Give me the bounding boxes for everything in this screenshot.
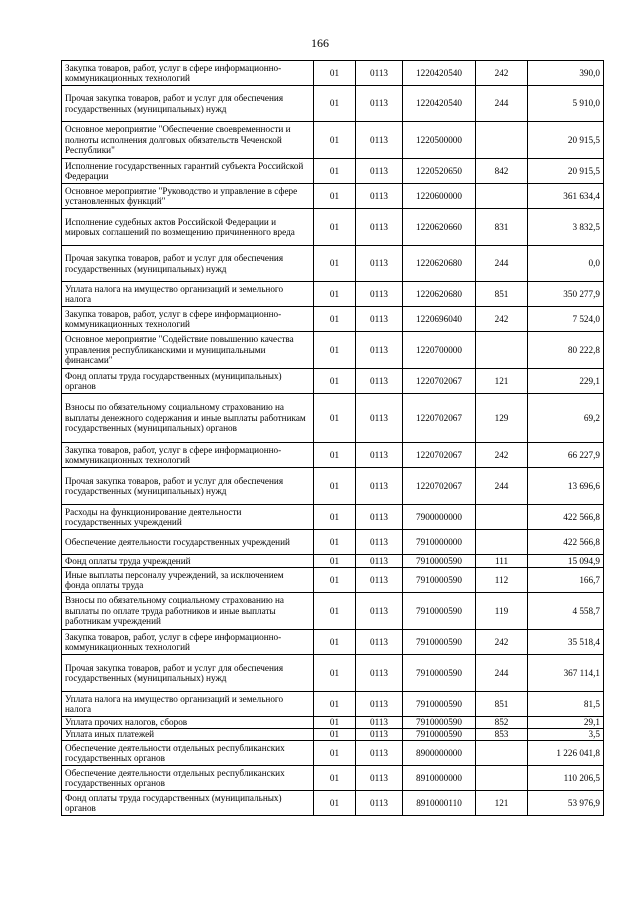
table-row [62,369,604,394]
table-row [62,729,604,741]
row-target-article: 1220420540 [403,61,476,86]
row-section: 01 [314,555,356,568]
row-name: Обеспечение деятельности отдельных республиканских государственных органов [62,766,314,791]
row-amount: 367 114,1 [528,655,604,692]
row-name: Закупка товаров, работ, услуг в сфере информационно-коммуникационных технологий [62,61,314,86]
table-row [62,468,604,505]
row-section: 01 [314,717,356,729]
table-row [62,122,604,159]
row-target-article: 7910000590 [403,729,476,741]
row-target-article: 8910000000 [403,766,476,791]
row-target-article: 1220620660 [403,209,476,246]
row-target-article: 7910000590 [403,692,476,717]
row-expense-type: 121 [476,369,528,394]
table-row [62,61,604,86]
row-name: Исполнение государственных гарантий субъекта Российской Федерации [62,159,314,184]
row-target-article: 7910000000 [403,530,476,555]
row-amount: 361 634,4 [528,184,604,209]
row-name: Взносы по обязательному социальному страхованию на выплаты по оплате труда работников и иные выплаты работникам учреждений [62,593,314,630]
row-name: Прочая закупка товаров, работ и услуг для обеспечения государственных (муниципальных) нужд [62,86,314,122]
row-target-article: 7910000590 [403,630,476,655]
row-target-article: 1220702067 [403,443,476,468]
row-target-article: 1220696040 [403,307,476,332]
row-expense-type [476,505,528,530]
row-expense-type: 244 [476,468,528,505]
table-row [62,246,604,282]
row-expense-type [476,332,528,369]
row-section: 01 [314,159,356,184]
row-name: Основное мероприятие "Руководство и управление в сфере установленных функций" [62,184,314,209]
table-row [62,332,604,369]
table-row [62,307,604,332]
row-name: Закупка товаров, работ, услуг в сфере информационно-коммуникационных технологий [62,443,314,468]
row-amount: 20 915,5 [528,122,604,159]
row-amount: 390,0 [528,61,604,86]
row-target-article: 7900000000 [403,505,476,530]
row-expense-type: 853 [476,729,528,741]
row-section: 01 [314,122,356,159]
row-expense-type: 842 [476,159,528,184]
row-expense-type: 119 [476,593,528,630]
row-name: Обеспечение деятельности государственных учреждений [62,530,314,555]
row-target-article: 1220500000 [403,122,476,159]
row-name: Фонд оплаты труда государственных (муниципальных) органов [62,369,314,394]
row-subsection: 0113 [356,717,403,729]
row-amount: 3 832,5 [528,209,604,246]
row-target-article: 1220700000 [403,332,476,369]
table-row [62,209,604,246]
row-subsection: 0113 [356,766,403,791]
row-name: Закупка товаров, работ, услуг в сфере информационно-коммуникационных технологий [62,307,314,332]
row-section: 01 [314,61,356,86]
row-section: 01 [314,282,356,307]
row-expense-type: 242 [476,307,528,332]
row-expense-type: 242 [476,630,528,655]
table-row [62,791,604,816]
row-name: Фонд оплаты труда государственных (муниципальных) органов [62,791,314,816]
row-subsection: 0113 [356,655,403,692]
page-number: 166 [311,36,329,50]
row-name: Закупка товаров, работ, услуг в сфере информационно-коммуникационных технологий [62,630,314,655]
row-subsection: 0113 [356,159,403,184]
row-target-article: 7910000590 [403,655,476,692]
table-row [62,593,604,630]
row-amount: 20 915,5 [528,159,604,184]
row-expense-type [476,184,528,209]
row-expense-type: 242 [476,443,528,468]
row-name: Прочая закупка товаров, работ и услуг для обеспечения государственных (муниципальных) нужд [62,655,314,692]
row-amount: 5 910,0 [528,86,604,122]
row-amount: 29,1 [528,717,604,729]
table-row [62,86,604,122]
row-section: 01 [314,332,356,369]
row-section: 01 [314,530,356,555]
row-name: Исполнение судебных актов Российской Федерации и мировых соглашений по возмещению причиненного вреда [62,209,314,246]
table-row [62,555,604,568]
row-subsection: 0113 [356,530,403,555]
row-target-article: 8900000000 [403,741,476,766]
row-target-article: 1220702067 [403,369,476,394]
row-target-article: 7910000590 [403,593,476,630]
row-expense-type: 111 [476,555,528,568]
row-subsection: 0113 [356,307,403,332]
row-target-article: 8910000110 [403,791,476,816]
row-subsection: 0113 [356,593,403,630]
row-subsection: 0113 [356,122,403,159]
table-row [62,630,604,655]
row-subsection: 0113 [356,568,403,593]
row-expense-type: 244 [476,86,528,122]
row-target-article: 1220620680 [403,246,476,282]
row-name: Уплата налога на имущество организаций и земельного налога [62,282,314,307]
row-section: 01 [314,593,356,630]
row-section: 01 [314,791,356,816]
row-amount: 0,0 [528,246,604,282]
row-target-article: 1220600000 [403,184,476,209]
row-subsection: 0113 [356,505,403,530]
budget-table-body [62,61,604,816]
row-subsection: 0113 [356,468,403,505]
table-row [62,505,604,530]
row-subsection: 0113 [356,332,403,369]
row-name: Уплата налога на имущество организаций и земельного налога [62,692,314,717]
row-section: 01 [314,394,356,443]
row-section: 01 [314,630,356,655]
row-amount: 80 222,8 [528,332,604,369]
row-amount: 7 524,0 [528,307,604,332]
row-expense-type: 851 [476,692,528,717]
row-amount: 229,1 [528,369,604,394]
table-row [62,159,604,184]
row-amount: 66 227,9 [528,443,604,468]
row-name: Обеспечение деятельности отдельных республиканских государственных органов [62,741,314,766]
row-name: Основное мероприятие "Обеспечение своевременности и полноты исполнения долговых обязательств Чеченской Республики" [62,122,314,159]
table-row [62,717,604,729]
row-target-article: 7910000590 [403,717,476,729]
table-row [62,655,604,692]
row-subsection: 0113 [356,555,403,568]
row-subsection: 0113 [356,443,403,468]
row-expense-type: 129 [476,394,528,443]
row-subsection: 0113 [356,791,403,816]
row-name: Прочая закупка товаров, работ и услуг для обеспечения государственных (муниципальных) нужд [62,246,314,282]
table-row [62,282,604,307]
table-row [62,394,604,443]
row-name: Фонд оплаты труда учреждений [62,555,314,568]
row-expense-type: 112 [476,568,528,593]
row-section: 01 [314,86,356,122]
row-amount: 422 566,8 [528,505,604,530]
row-expense-type [476,530,528,555]
table-row [62,184,604,209]
row-target-article: 1220520650 [403,159,476,184]
row-target-article: 1220420540 [403,86,476,122]
row-name: Прочая закупка товаров, работ и услуг для обеспечения государственных (муниципальных) нужд [62,468,314,505]
row-name: Расходы на функционирование деятельности государственных учреждений [62,505,314,530]
row-section: 01 [314,307,356,332]
table-row [62,443,604,468]
table-row [62,692,604,717]
row-amount: 110 206,5 [528,766,604,791]
row-target-article: 7910000590 [403,568,476,593]
row-section: 01 [314,443,356,468]
row-amount: 81,5 [528,692,604,717]
row-section: 01 [314,729,356,741]
row-name: Уплата прочих налогов, сборов [62,717,314,729]
row-expense-type: 244 [476,655,528,692]
row-amount: 4 558,7 [528,593,604,630]
row-target-article: 7910000590 [403,555,476,568]
table-row [62,741,604,766]
row-expense-type [476,122,528,159]
row-amount: 35 518,4 [528,630,604,655]
row-subsection: 0113 [356,61,403,86]
row-section: 01 [314,741,356,766]
row-subsection: 0113 [356,86,403,122]
table-row [62,766,604,791]
row-expense-type: 831 [476,209,528,246]
table-row [62,568,604,593]
row-expense-type: 242 [476,61,528,86]
row-amount: 3,5 [528,729,604,741]
row-amount: 1 226 041,8 [528,741,604,766]
row-section: 01 [314,766,356,791]
row-section: 01 [314,246,356,282]
row-name: Иные выплаты персоналу учреждений, за исключением фонда оплаты труда [62,568,314,593]
row-section: 01 [314,184,356,209]
row-subsection: 0113 [356,692,403,717]
row-target-article: 1220620680 [403,282,476,307]
row-subsection: 0113 [356,282,403,307]
row-expense-type [476,741,528,766]
row-expense-type: 244 [476,246,528,282]
row-subsection: 0113 [356,729,403,741]
row-subsection: 0113 [356,369,403,394]
row-amount: 15 094,9 [528,555,604,568]
row-subsection: 0113 [356,741,403,766]
row-subsection: 0113 [356,184,403,209]
table-row [62,530,604,555]
row-section: 01 [314,505,356,530]
row-amount: 422 566,8 [528,530,604,555]
budget-table [61,60,604,816]
row-name: Взносы по обязательному социальному страхованию на выплаты денежного содержания и иные выплаты работникам государственных (муниципальных) органов [62,394,314,443]
row-section: 01 [314,369,356,394]
row-section: 01 [314,692,356,717]
row-expense-type: 851 [476,282,528,307]
row-amount: 166,7 [528,568,604,593]
row-expense-type: 852 [476,717,528,729]
row-subsection: 0113 [356,209,403,246]
row-amount: 13 696,6 [528,468,604,505]
row-amount: 53 976,9 [528,791,604,816]
row-target-article: 1220702067 [403,468,476,505]
row-section: 01 [314,209,356,246]
row-section: 01 [314,468,356,505]
row-section: 01 [314,568,356,593]
row-target-article: 1220702067 [403,394,476,443]
row-subsection: 0113 [356,246,403,282]
row-amount: 350 277,9 [528,282,604,307]
row-name: Основное мероприятие "Содействие повышению качества управления республиканскими и муниципальными финансами" [62,332,314,369]
row-section: 01 [314,655,356,692]
row-expense-type: 121 [476,791,528,816]
row-subsection: 0113 [356,630,403,655]
row-subsection: 0113 [356,394,403,443]
row-amount: 69,2 [528,394,604,443]
row-name: Уплата иных платежей [62,729,314,741]
row-expense-type [476,766,528,791]
